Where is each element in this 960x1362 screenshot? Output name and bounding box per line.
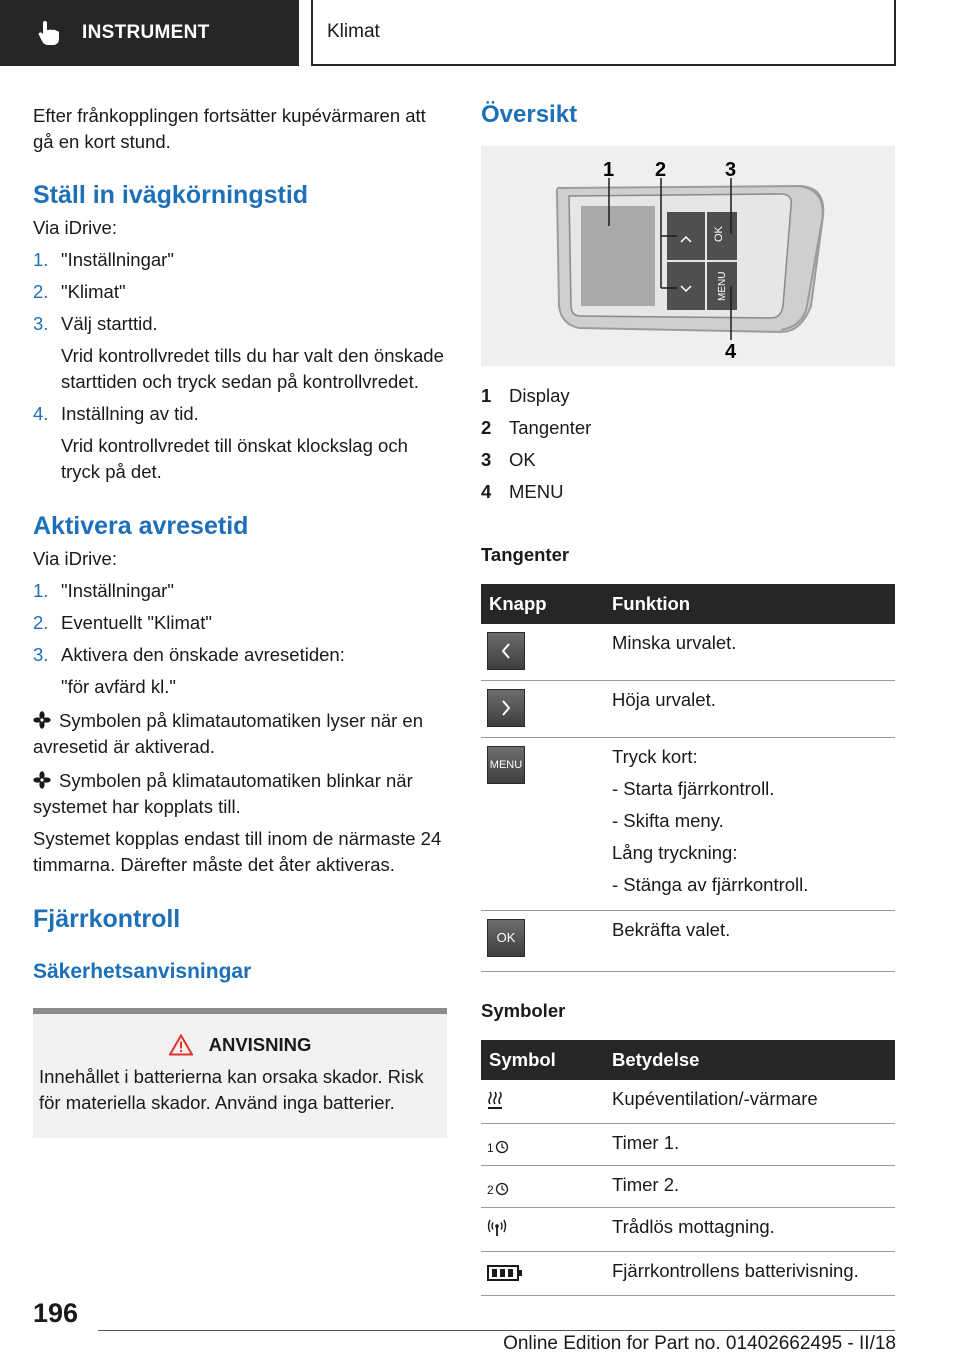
fan-icon bbox=[33, 771, 51, 789]
list-item: 2. "Klimat" bbox=[33, 281, 126, 302]
symbols-table-title: Symboler bbox=[481, 1000, 566, 1021]
section-title: INSTRUMENT bbox=[82, 22, 210, 43]
symbol-lit-note: Symbolen på klimatautomatiken lyser när en avresetid är aktiverad. bbox=[33, 710, 424, 757]
table-row bbox=[481, 1124, 895, 1166]
menu-button-label: MENU bbox=[717, 271, 728, 301]
list-item: 2. Eventuellt "Klimat" bbox=[33, 612, 212, 633]
section-tab bbox=[0, 0, 299, 66]
via-idrive-2: Via iDrive: bbox=[33, 548, 117, 569]
table-row bbox=[481, 1080, 895, 1124]
step-3-detail: Vrid kontrollvredet tills du har valt den önskade starttiden och tryck sedan på kontrollvredet. bbox=[61, 345, 444, 392]
list-item: 4. Inställning av tid. bbox=[33, 403, 199, 424]
heading-remote-control: Fjärrkontroll bbox=[33, 905, 181, 933]
legend-item: 2 Tangenter bbox=[481, 417, 592, 438]
list-item: 3. Välj starttid. bbox=[33, 313, 158, 334]
legend-item: 3 OK bbox=[481, 449, 536, 470]
list-item: 1. "Inställningar" bbox=[33, 580, 174, 601]
meaning-text: Fjärrkontrollens batterivisning. bbox=[604, 1252, 895, 1296]
warning-text: Innehållet i batterierna kan orsaka skador. Risk för materiella skador. Använd inga batterier. bbox=[39, 1066, 424, 1113]
meaning-text: Timer 1. bbox=[604, 1124, 895, 1166]
warning-title: ANVISNING bbox=[208, 1034, 312, 1055]
col-header-meaning: Betydelse bbox=[604, 1040, 895, 1080]
menu-key-icon: MENU bbox=[487, 746, 525, 784]
meaning-text: Kupéventilation/-värmare bbox=[604, 1080, 895, 1124]
hand-pointer-icon bbox=[34, 18, 64, 48]
symbol-blink-note: Symbolen på klimatautomatiken blinkar när systemet har kopplats till. bbox=[33, 770, 413, 817]
function-text: Minska urvalet. bbox=[604, 624, 895, 681]
steps-list-2 bbox=[33, 578, 447, 668]
warning-box bbox=[33, 1008, 447, 1138]
keys-table-title: Tangenter bbox=[481, 544, 570, 565]
table-row bbox=[481, 1208, 895, 1252]
meaning-text: Timer 2. bbox=[604, 1166, 895, 1208]
heading-departure-time: Ställ in ivägkörningstid bbox=[33, 181, 309, 209]
heading-overview: Översikt bbox=[481, 101, 578, 128]
heater-icon bbox=[487, 1088, 503, 1110]
table-row bbox=[481, 681, 895, 738]
right-column bbox=[481, 100, 895, 1296]
list-item: 1. "Inställningar" bbox=[33, 249, 174, 270]
timer-icon: 1 bbox=[487, 1132, 509, 1154]
function-text: Höja urvalet. bbox=[604, 681, 895, 738]
callout-2: 2 bbox=[655, 159, 667, 181]
chapter-tab bbox=[311, 0, 896, 66]
remote-key-illustration bbox=[481, 146, 895, 366]
figure-legend bbox=[481, 380, 895, 508]
footer-divider bbox=[98, 1330, 895, 1331]
steps-list-1 bbox=[33, 247, 447, 337]
table-row bbox=[481, 738, 895, 911]
antenna-icon bbox=[487, 1216, 507, 1238]
function-text: Bekräfta valet. bbox=[604, 911, 895, 972]
edition-note: Online Edition for Part no. 01402662495 - II/18 bbox=[503, 1333, 896, 1354]
warning-triangle-icon bbox=[169, 1034, 193, 1056]
step-4-detail: Vrid kontrollvredet till önskat klockslag och tryck på det. bbox=[61, 435, 408, 482]
col-header-symbol: Symbol bbox=[481, 1040, 604, 1080]
warning-header bbox=[39, 1034, 441, 1056]
timer-icon: 2 bbox=[487, 1174, 509, 1196]
heading-activate-departure: Aktivera avresetid bbox=[33, 512, 249, 540]
symbols-table bbox=[481, 1040, 895, 1296]
left-column bbox=[33, 103, 447, 1138]
steps-list-1b bbox=[33, 401, 447, 427]
legend-item: 1 Display bbox=[481, 385, 570, 406]
table-header-row bbox=[481, 584, 895, 624]
legend-item: 4 MENU bbox=[481, 481, 564, 502]
table-row bbox=[481, 911, 895, 972]
via-idrive-1: Via iDrive: bbox=[33, 217, 117, 238]
chapter-title: Klimat bbox=[327, 21, 380, 42]
ok-key-icon: OK bbox=[487, 919, 525, 957]
intro-text: Efter frånkopplingen fortsätter kupévärmaren att gå en kort stund. bbox=[33, 105, 426, 152]
system-note: Systemet kopplas endast till inom de närmaste 24 timmarna. Därefter måste det åter aktiveras. bbox=[33, 828, 442, 875]
col-header-function: Funktion bbox=[604, 584, 895, 624]
chevron-left-icon bbox=[487, 632, 525, 670]
callout-1: 1 bbox=[603, 159, 615, 181]
table-row bbox=[481, 1252, 895, 1296]
step-2-3-detail: "för avfärd kl." bbox=[61, 676, 176, 697]
remote-key-figure bbox=[481, 146, 895, 366]
heading-safety: Säkerhetsanvisningar bbox=[33, 960, 252, 983]
table-row bbox=[481, 1166, 895, 1208]
chevron-right-icon bbox=[487, 689, 525, 727]
callout-3: 3 bbox=[725, 159, 737, 181]
battery-icon bbox=[487, 1260, 523, 1282]
list-item: 3. Aktivera den önskade avresetiden: bbox=[33, 644, 345, 665]
page-number: 196 bbox=[33, 1298, 79, 1328]
function-text: Tryck kort: - Starta fjärrkontroll. - Skifta meny. Lång tryckning: - Stänga av fjärrkontroll. bbox=[604, 738, 895, 911]
fan-icon bbox=[33, 711, 51, 729]
table-row bbox=[481, 624, 895, 681]
ok-button-label: OK bbox=[713, 226, 725, 242]
meaning-text: Trådlös mottagning. bbox=[604, 1208, 895, 1252]
col-header-key: Knapp bbox=[481, 584, 604, 624]
table-header-row bbox=[481, 1040, 895, 1080]
keys-table bbox=[481, 584, 895, 972]
callout-4: 4 bbox=[725, 341, 737, 363]
